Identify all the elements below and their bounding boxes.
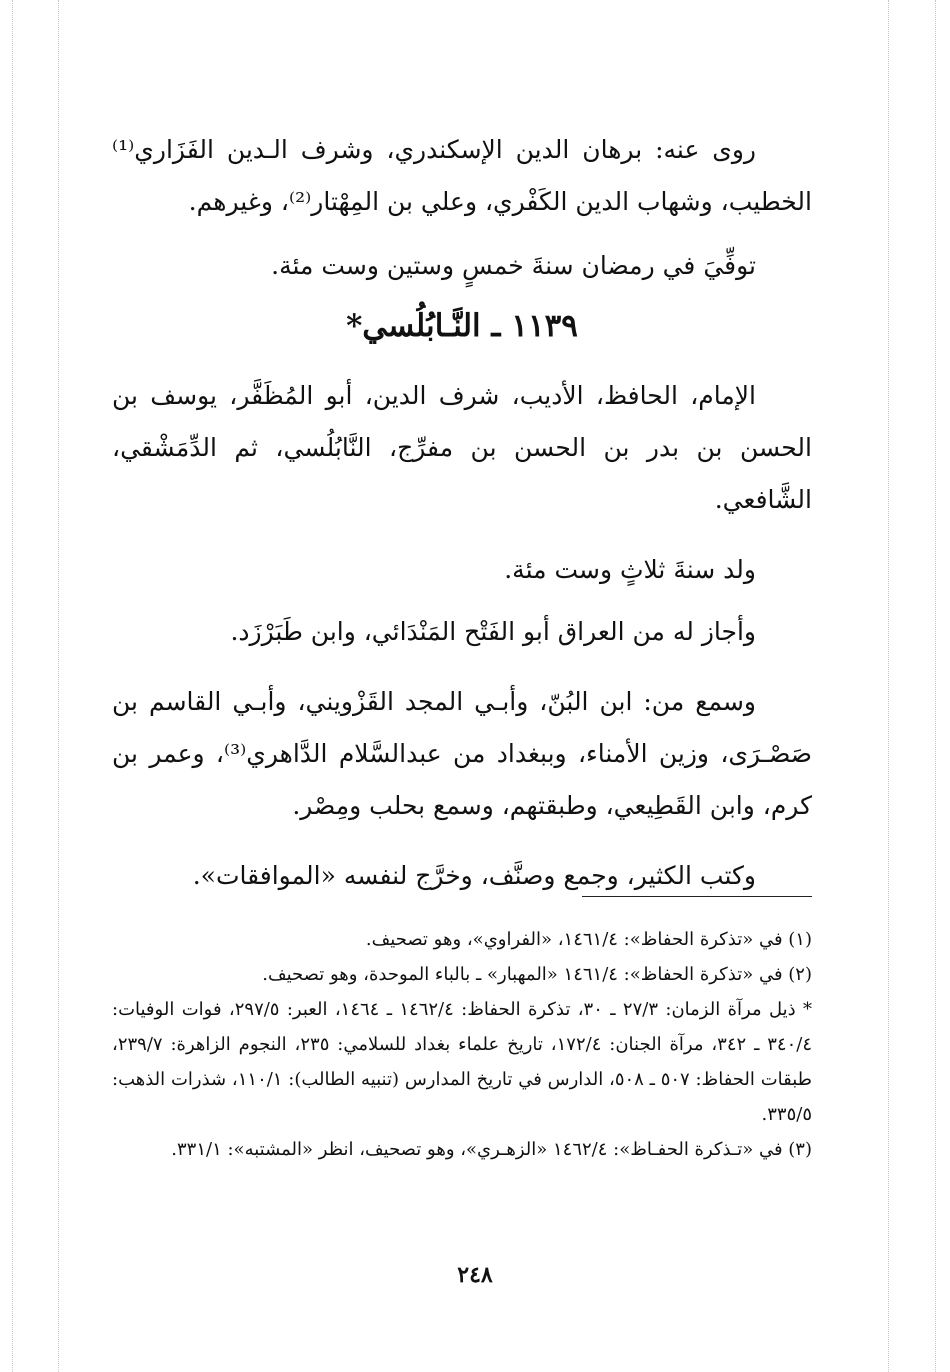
footnotes xyxy=(112,922,812,1167)
death-paragraph: توفِّيَ في رمضان سنةَ خمسٍ وستين وست مئة. xyxy=(271,251,756,280)
ijaza-paragraph: وأجاز له من العراق أبو الفَتْح المَنْدَائي، وابن طَبَرْزَد. xyxy=(230,617,756,646)
scan-margin-line xyxy=(935,0,936,1372)
works-paragraph: وكتب الكثير، وجمع وصنَّف، وخرَّج لنفسه «الموافقات». xyxy=(192,861,756,890)
entry-heading: ١١٣٩ ـ النَّـابُلُسي* xyxy=(346,308,578,344)
footnote-1: (١) في «تذكرة الحفاظ»: ١٤٦١/٤، «الفراوي»، وهو تصحيف. xyxy=(365,929,812,950)
previous-entry-continuation xyxy=(112,124,812,292)
entry-name-paragraph: الإمام، الحافظ، الأديب، شرف الدين، أبو المُظَفَّر، يوسف بن الحسن بن بدر بن الحسن بن مفرِّج، النَّابُلُسي، ثم الدِّمَشْقي، الشَّافعي. xyxy=(112,381,812,514)
scan-margin-line xyxy=(888,0,889,1372)
scan-margin-line xyxy=(58,0,59,1372)
footnote-sources: * ذيل مرآة الزمان: ٢٧/٣ ـ ٣٠، تذكرة الحفاظ: ١٤٦٢/٤ ـ ١٤٦٤، العبر: ٢٩٧/٥، فوات الوفيات: ٣٤٠/٤ ـ ٣٤٢، مرآة الجنان: ١٧٢/٤، تاريخ علماء بغداد للسلامي: ٢٣٥، النجوم الزاهرة: ٢٣٩/٧، طبقات الحفاظ: ٥٠٧ ـ ٥٠٨، الدارس في تاريخ المدارس (تنبيه الطالب): ١١٠/١، شذرات الذهب: ٣٣٥/٥. xyxy=(112,999,813,1125)
scan-margin-line xyxy=(12,0,13,1372)
narrators-paragraph: روى عنه: برهان الدين الإسكندري، وشرف الـدين الفَزَاري⁽¹⁾ الخطيب، وشهاب الدين الكَفْري، وعلي بن المِهْتار⁽²⁾، وغيرهم. xyxy=(112,135,812,216)
page-number: ٢٤٨ xyxy=(457,1262,493,1288)
footnote-separator xyxy=(582,896,812,897)
footnote-2: (٢) في «تذكرة الحفاظ»: ١٤٦١/٤ «المهبار» ـ بالباء الموحدة، وهو تصحيف. xyxy=(262,964,812,985)
birth-paragraph: ولد سنةَ ثلاثٍ وست مئة. xyxy=(504,555,756,584)
footnote-3: (٣) في «تـذكرة الحفـاظ»: ١٤٦٢/٤ «الزهـري»، وهو تصحيف، انظر «المشتبه»: ٣٣١/١. xyxy=(171,1139,812,1160)
entry-body xyxy=(112,370,812,902)
teachers-paragraph: وسمع من: ابن البُنّ، وأبـي المجد القَزْويني، وأبـي القاسم بن صَصْـرَى، وزين الأمناء، وببغداد من عبدالسَّلام الدَّاهري⁽³⁾، وعمر بن كرم، وابن القَطِيعي، وطبقتهم، وسمع بحلب ومِصْر. xyxy=(112,687,813,820)
